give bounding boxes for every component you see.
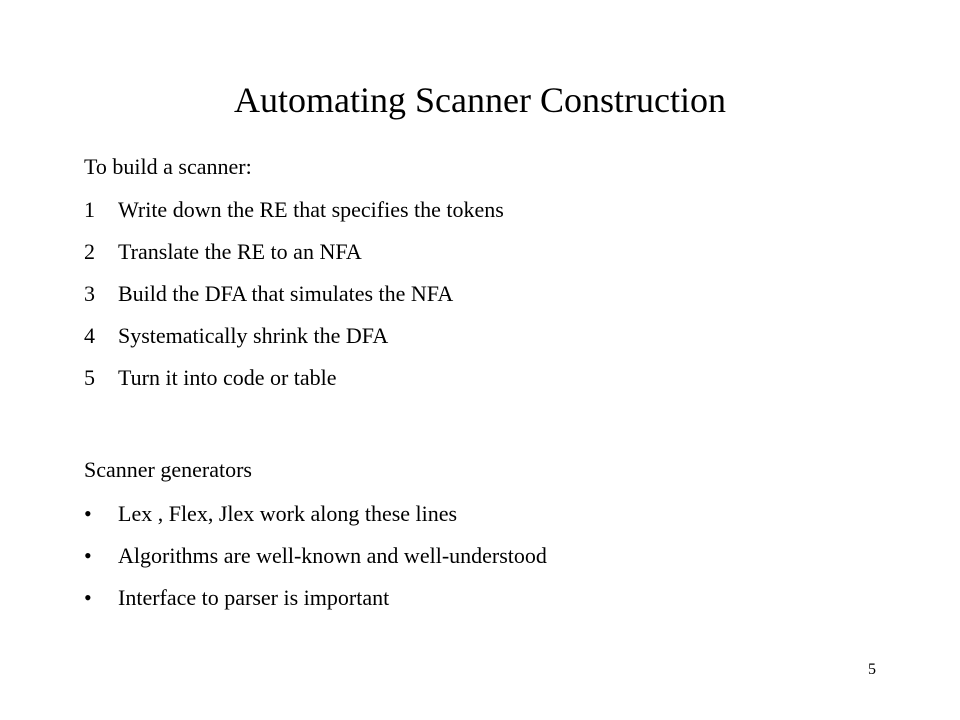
bullet-text: Interface to parser is important	[118, 585, 390, 610]
bullet-glyph: •	[84, 543, 92, 568]
page-number: 5	[868, 661, 876, 678]
step-number: 4	[84, 323, 95, 348]
step-number: 2	[84, 239, 95, 264]
step-text: Systematically shrink the DFA	[118, 323, 389, 348]
step-number: 1	[84, 197, 95, 222]
step-item	[84, 322, 388, 350]
step-item	[84, 280, 453, 308]
step-number: 5	[84, 365, 95, 390]
step-text: Translate the RE to an NFA	[118, 239, 362, 264]
bullet-item	[84, 500, 457, 528]
step-item	[84, 196, 504, 224]
step-item	[84, 238, 362, 266]
slide-title: Automating Scanner Construction	[234, 80, 726, 120]
bullet-glyph: •	[84, 585, 92, 610]
step-text: Write down the RE that specifies the tokens	[118, 197, 504, 222]
bullet-glyph: •	[84, 501, 92, 526]
section-heading-build-scanner: To build a scanner:	[84, 154, 252, 179]
bullet-item	[84, 542, 547, 570]
step-number: 3	[84, 281, 95, 306]
bullet-item	[84, 584, 389, 612]
bullet-text: Lex , Flex, Jlex work along these lines	[118, 501, 458, 526]
section-heading-scanner-generators: Scanner generators	[84, 457, 252, 482]
step-item	[84, 364, 337, 392]
step-text: Turn it into code or table	[118, 365, 337, 390]
step-text: Build the DFA that simulates the NFA	[118, 281, 454, 306]
bullet-text: Algorithms are well-known and well-understood	[118, 543, 547, 568]
